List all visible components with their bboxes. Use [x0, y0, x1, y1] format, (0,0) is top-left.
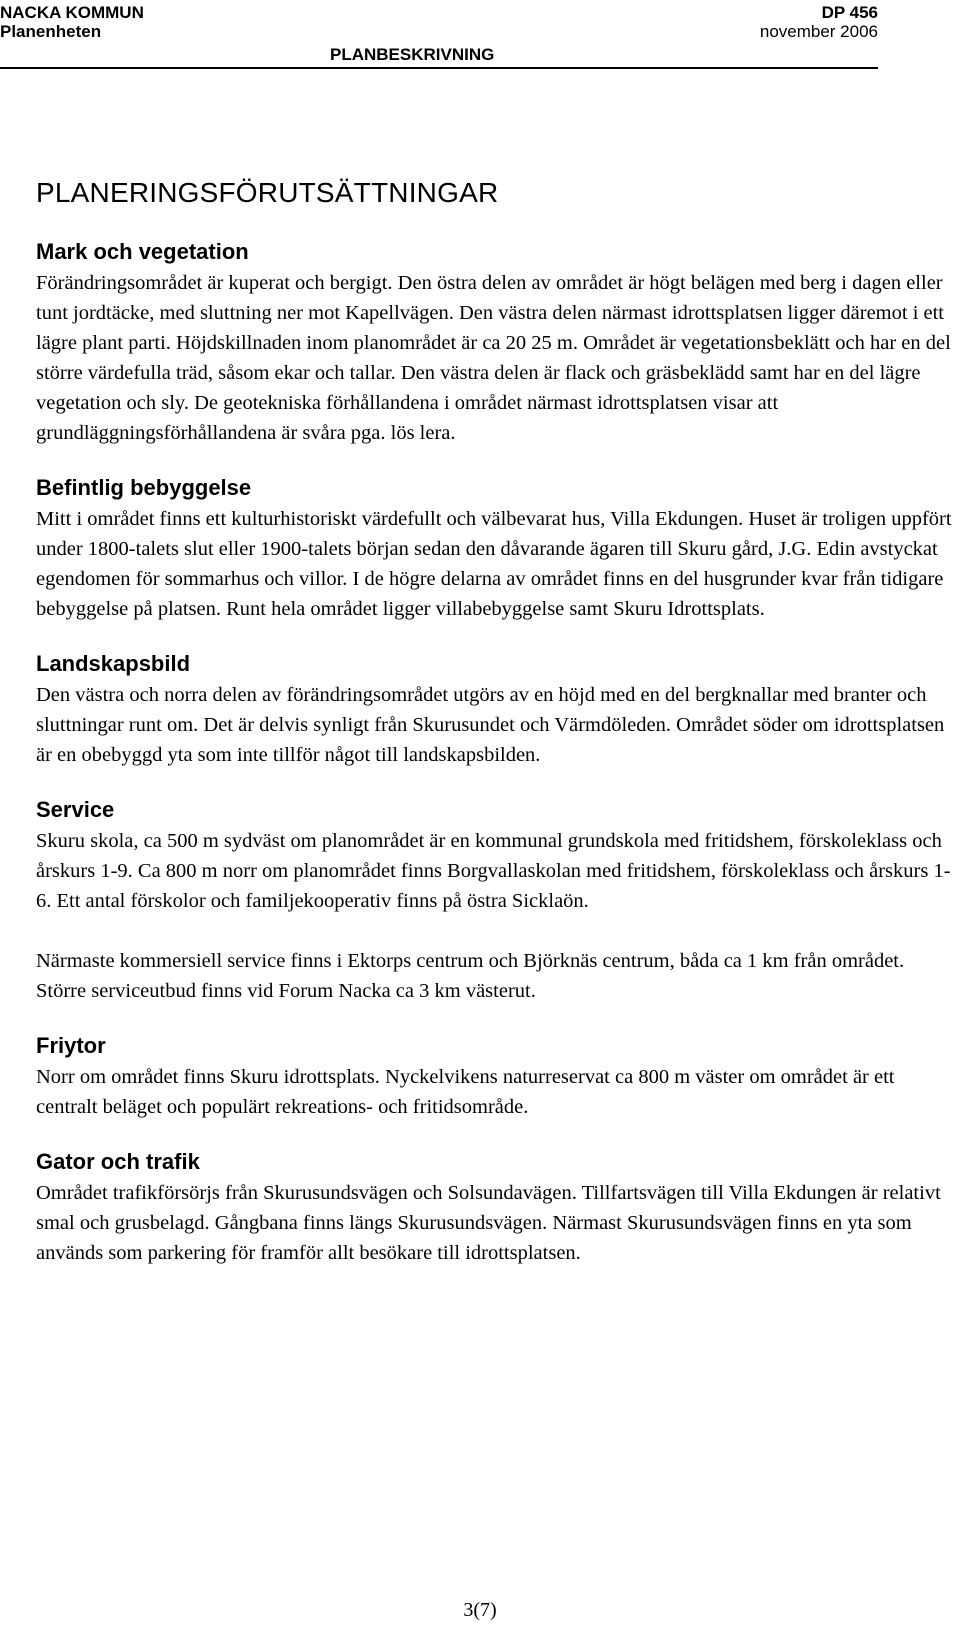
section-mark-och-vegetation — [36, 238, 956, 448]
section-heading: Gator och trafik — [36, 1149, 200, 1174]
section-paragraph: Den västra och norra delen av förändringsområdet utgörs av en höjd med en del bergknallar med branter och sluttningar runt om. Det är delvis synligt från Skurusundet och Värmdöleden. Området söder om idrottsplatsen är en obebyggd yta som inte tillför något till landskapsbilden. — [36, 684, 945, 766]
section-paragraph: Närmaste kommersiell service finns i Ektorps centrum och Björknäs centrum, båda ca 1 km från området. Större serviceutbud finns vid Forum Nacka ca 3 km västerut. — [36, 950, 905, 1002]
header-rule — [0, 67, 878, 69]
section-paragraph: Skuru skola, ca 500 m sydväst om planområdet är en kommunal grundskola med fritidshem, förskoleklass och årskurs 1-9. Ca 800 m norr om planområdet finns Borgvallaskolan med fritidshem, förskoleklass och årskurs 1-6. Ett antal förskolor och familjekooperativ finns på östra Sicklaön. — [36, 830, 951, 912]
section-paragraph: Mitt i området finns ett kulturhistoriskt värdefullt och välbevarat hus, Villa Ekdungen. Huset är troligen uppfört under 1800-talets slut eller 1900-talets början sedan den dåvarande ägaren till Skuru gård, J.G. Edin avstyckat egendomen för sommarhus och villor. I de högre delarna av området finns en del husgrunder kvar från tidigare bebyggelse på platsen. Runt hela området ligger villabebyggelse samt Skuru Idrottsplats. — [36, 508, 952, 620]
header-doc-type: PLANBESKRIVNING — [330, 45, 495, 64]
section-heading: Befintlig bebyggelse — [36, 475, 252, 500]
section-heading: Service — [36, 797, 115, 822]
section-heading: Friytor — [36, 1033, 106, 1058]
page-title: PLANERINGSFÖRUTSÄTTNINGAR — [36, 177, 499, 208]
header-org: NACKA KOMMUN — [0, 3, 144, 22]
document-body — [36, 176, 956, 1294]
section-befintlig-bebyggelse — [36, 474, 956, 624]
section-landskapsbild — [36, 650, 956, 770]
header-unit: Planenheten — [0, 22, 102, 41]
header-doc-id: DP 456 — [821, 3, 878, 22]
section-service — [36, 796, 956, 1006]
section-paragraph: Området trafikförsörjs från Skurusundsvägen och Solsundavägen. Tillfartsvägen till Villa Ekdungen är relativt smal och grusbelagd. Gångbana finns längs Skurusundsvägen. Närmast Skurusundsvägen finns en yta som används som parkering för framför allt besökare till idrottsplatsen. — [36, 1182, 941, 1264]
section-friytor — [36, 1032, 956, 1122]
page-number: 3(7) — [463, 1599, 497, 1621]
header-date: november 2006 — [759, 22, 878, 41]
section-heading: Landskapsbild — [36, 651, 191, 676]
section-gator-och-trafik — [36, 1148, 956, 1268]
section-paragraph: Norr om området finns Skuru idrottsplats. Nyckelvikens naturreservat ca 800 m väster om området är ett centralt beläget och populärt rekreations- och fritidsområde. — [36, 1066, 895, 1118]
section-heading: Mark och vegetation — [36, 239, 249, 264]
section-paragraph: Förändringsområdet är kuperat och bergigt. Den östra delen av området är högt belägen med berg i dagen eller tunt jordtäcke, med sluttning ner mot Kapellvägen. Den västra delen närmast idrottsplatsen ligger däremot i ett lägre plant parti. Höjdskillnaden inom planområdet är ca 20 25 m. Området är vegetationsbeklätt och har en del större värdefulla träd, såsom ekar och tallar. Den västra delen är flack och gräsbeklädd samt har en del lägre vegetation och sly. De geotekniska förhållandena i området närmast idrottsplatsen visar att grundläggningsförhållandena är svåra pga. lös lera. — [36, 272, 951, 444]
